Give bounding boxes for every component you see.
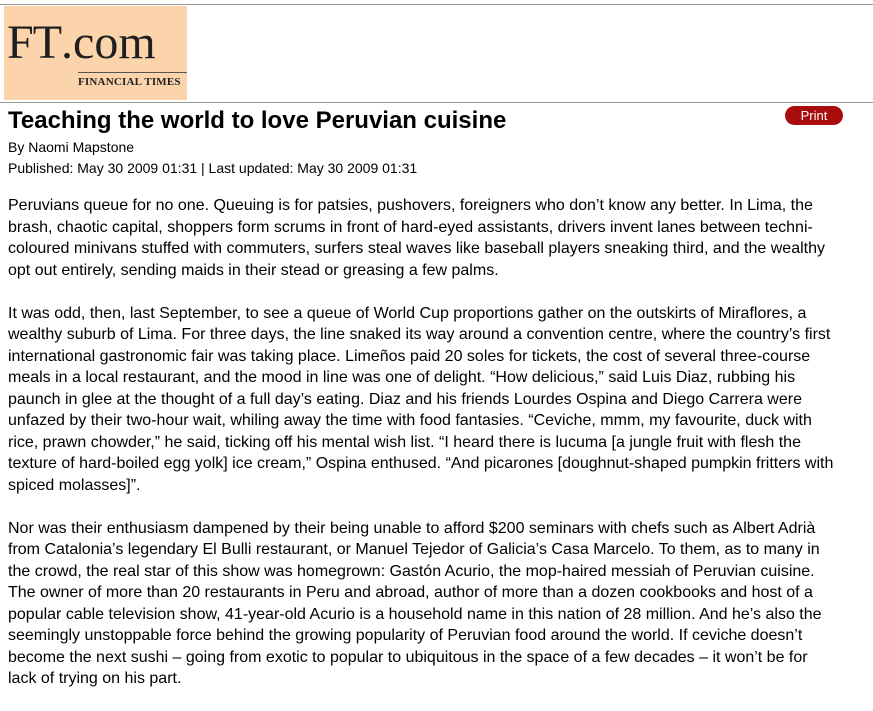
logo-subtitle: FINANCIAL TIMES xyxy=(78,76,181,88)
logo-ft-text: FT xyxy=(7,16,62,69)
article-title: Teaching the world to love Peruvian cuisine xyxy=(8,107,507,134)
logo-wordmark xyxy=(7,16,156,69)
article-body xyxy=(8,195,840,711)
article-paragraph: It was odd, then, last September, to see a queue of World Cup proportions gather on the outskirts of Miraflores, a wealthy suburb of Lima. For three days, the line snaked its way around a convention centre, where the country’s first international gastronomic fair was taking place. Limeños paid 20 soles for tickets, the cost of several three-course meals in a local restaurant, and the mood in line was one of delight. “How delicious,” said Luis Diaz, rubbing his paunch in glee at the thought of a full day’s eating. Diaz and his friends Lourdes Ospina and Diego Carrera were unfazed by their two-hour wait, whiling away the time with food fantasies. “Ceviche, mmm, my favourite, duck with rice, prawn chowder,” he said, ticking off his mental wish list. “I heard there is lucuma [a jungle fruit with flesh the texture of hard-boiled egg yolk] ice cream,” Ospina enthused. “And picarones [doughnut-shaped pumpkin fritters with spiced molasses]”. xyxy=(8,304,834,494)
top-divider xyxy=(0,4,873,5)
article-byline: By Naomi Mapstone xyxy=(8,139,135,155)
ft-logo[interactable] xyxy=(4,6,187,100)
logo-rule xyxy=(78,72,187,73)
article-paragraph: Peruvians queue for no one. Queuing is for patsies, pushovers, foreigners who don’t know any better. In Lima, the brash, chaotic capital, shoppers form scrums in front of hard-eyed assistants, drivers invent lanes between techni-coloured minivans stuffed with commuters, surfers steal waves like baseball players sneaking third, and the wealthy opt out entirely, sending maids in their stead or greasing a few palms. xyxy=(8,197,825,279)
print-button[interactable]: Print xyxy=(785,106,843,125)
article-published-date: Published: May 30 2009 01:31 | Last updated: May 30 2009 01:31 xyxy=(8,160,418,176)
logo-com-text: .com xyxy=(61,16,156,69)
article-paragraph: Nor was their enthusiasm dampened by their being unable to afford $200 seminars with chefs such as Albert Adrià from Catalonia’s legendary El Bulli restaurant, or Manuel Tejedor of Galicia’s Casa Marcelo. To them, as to many in the crowd, the real star of this show was homegrown: Gastón Acurio, the mop-haired messiah of Peruvian cuisine. The owner of more than 20 restaurants in Peru and abroad, author of more than a dozen cookbooks and host of a popular cable television show, 41-year-old Acurio is a household name in this nation of 28 million. And he’s also the seemingly unstoppable force behind the growing popularity of Peruvian food around the world. If ceviche doesn’t become the next sushi – going from exotic to popular to ubiquitous in the space of a few decades – it won’t be for lack of trying on his part. xyxy=(8,519,822,687)
header-divider xyxy=(0,102,873,103)
